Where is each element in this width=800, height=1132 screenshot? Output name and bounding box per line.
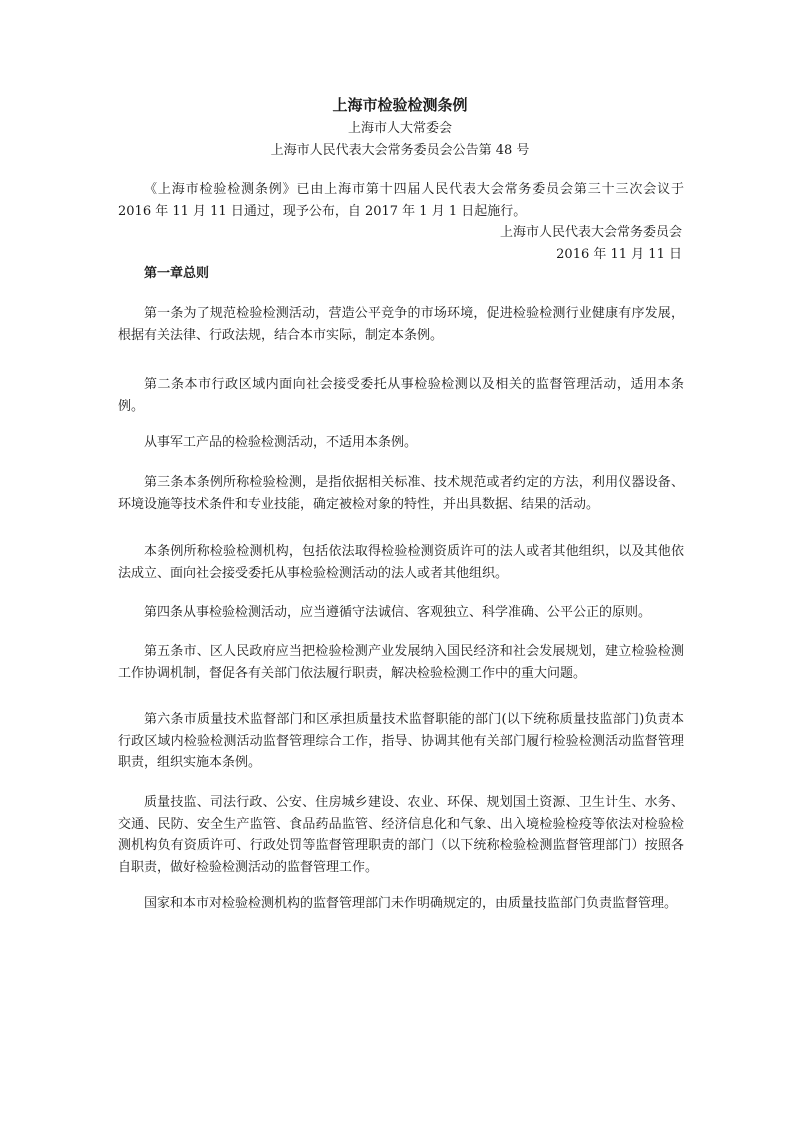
article-3: 第三条本条例所称检验检测，是指依据相关标准、技术规范或者约定的方法，利用仪器设备、环境设施等技术条件和专业技能，确定被检对象的特性，并出具数据、结果的活动。 — [118, 475, 684, 512]
signature-organization: 上海市人民代表大会常务委员会 — [499, 225, 682, 240]
announcement-number: 上海市人民代表大会常务委员会公告第 48 号 — [270, 143, 530, 158]
article-1: 第一条为了规范检验检测活动，营造公平竞争的市场环境，促进检验检测行业健康有序发展，根据有关法律、行政法规，结合本市实际，制定本条例。 — [118, 306, 684, 343]
article-4: 第四条从事检验检测活动，应当遵循守法诚信、客观独立、科学准确、公平公正的原则。 — [144, 605, 652, 620]
article-6-clause-3: 国家和本市对检验检测机构的监督管理部门未作明确规定的，由质量技监部门负责监督管理。 — [144, 896, 678, 911]
issuer-line: 上海市人大常委会 — [347, 121, 452, 136]
document-title: 上海市检验检测条例 — [332, 96, 468, 114]
article-2: 第二条本市行政区域内面向社会接受委托从事检验检测以及相关的监督管理活动，适用本条例。 — [118, 377, 684, 414]
article-6-clause-2: 质量技监、司法行政、公安、住房城乡建设、农业、环保、规划国土资源、卫生计生、水务、交通、民防、安全生产监管、食品药品监管、经济信息化和气象、出入境检验检疫等依法对检验检测机构负有资质许可、行政处罚等监督管理职责的部门（以下统称检验检测监督管理部门）按照各自职责，做好检验检测活动的监督管理工作。 — [118, 795, 684, 875]
article-3-clause-2: 本条例所称检验检测机构，包括依法取得检验检测资质许可的法人或者其他组织，以及其他依法成立、面向社会接受委托从事检验检测活动的法人或者其他组织。 — [118, 544, 684, 581]
article-2-clause-2: 从事军工产品的检验检测活动，不适用本条例。 — [144, 435, 418, 450]
chapter-heading: 第一章总则 — [144, 266, 210, 281]
preamble-paragraph: 《上海市检验检测条例》已由上海市第十四届人民代表大会常务委员会第三十三次会议于 2016 年 11 月 11 日通过，现予公布，自 2017 年 1 月 1 日起施行。 — [118, 182, 684, 219]
article-5: 第五条市、区人民政府应当把检验检测产业发展纳入国民经济和社会发展规划，建立检验检测工作协调机制，督促各有关部门依法履行职责，解决检验检测工作中的重大问题。 — [118, 644, 684, 681]
article-6: 第六条市质量技术监督部门和区承担质量技术监督职能的部门(以下统称质量技监部门)负责本行政区域内检验检测活动监督管理综合工作，指导、协调其他有关部门履行检验检测活动监督管理职责，组织实施本条例。 — [118, 712, 684, 770]
signature-date: 2016 年 11 月 11 日 — [556, 247, 682, 262]
